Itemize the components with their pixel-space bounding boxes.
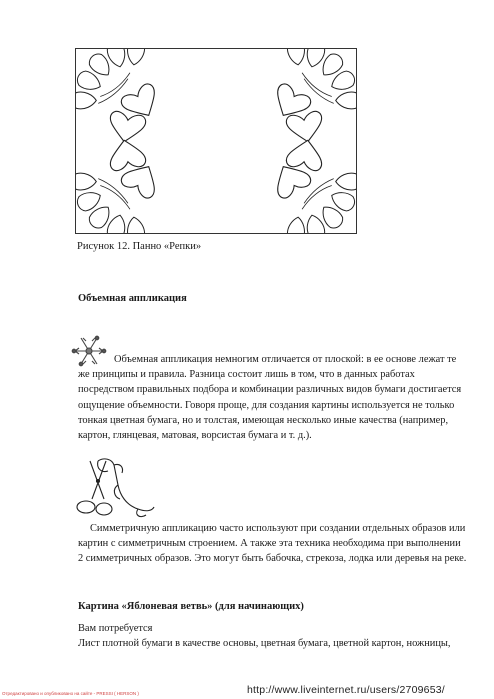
figure-caption: Рисунок 12. Панно «Репки»	[77, 241, 202, 252]
flower-panel-illustration	[76, 49, 356, 233]
footer-edit-note: Отредактировано и опубликовано на сайте - PRESSI ( HERSON )	[2, 691, 139, 696]
materials-list: Лист плотной бумаги в качестве основы, цветная бумага, цветной картон, ножницы,	[78, 638, 451, 649]
scissors-icon	[68, 455, 156, 521]
paragraph-volumetric-applique: Объемная аппликация немногим отличается от плоской: в ее основе лежат те же принципы и правила. Разница состоит лишь в том, что в данных работах посредством правильных подбора и комбинации различных видов бумаги достигается ощущение объемности. Говоря проще, для создания картины используется не только тонкая цветная бумага, но и толстая, имеющая несколько иные качества (например, картон, глянцевая, матовая, ворсистая бумага и т. д.).	[78, 354, 462, 442]
requirements-label: Вам потребуется	[78, 623, 153, 634]
figure-panel	[75, 48, 357, 234]
paragraph-symmetric-applique: Симметричную аппликацию часто используют при создании отдельных образов или картин с симметричным строением. А также эта техника необходима при выполнении 2 симметричных образов. Это могут быть бабочка, стрекоза, лодка или деревья на реке.	[78, 523, 467, 565]
section-heading-apple-branch: Картина «Яблоневая ветвь» (для начинающих)	[78, 601, 304, 612]
section-heading-volumetric-applique: Объемная аппликация	[78, 293, 187, 304]
footer-url-link[interactable]: http://www.liveinternet.ru/users/2709653/	[247, 684, 445, 696]
